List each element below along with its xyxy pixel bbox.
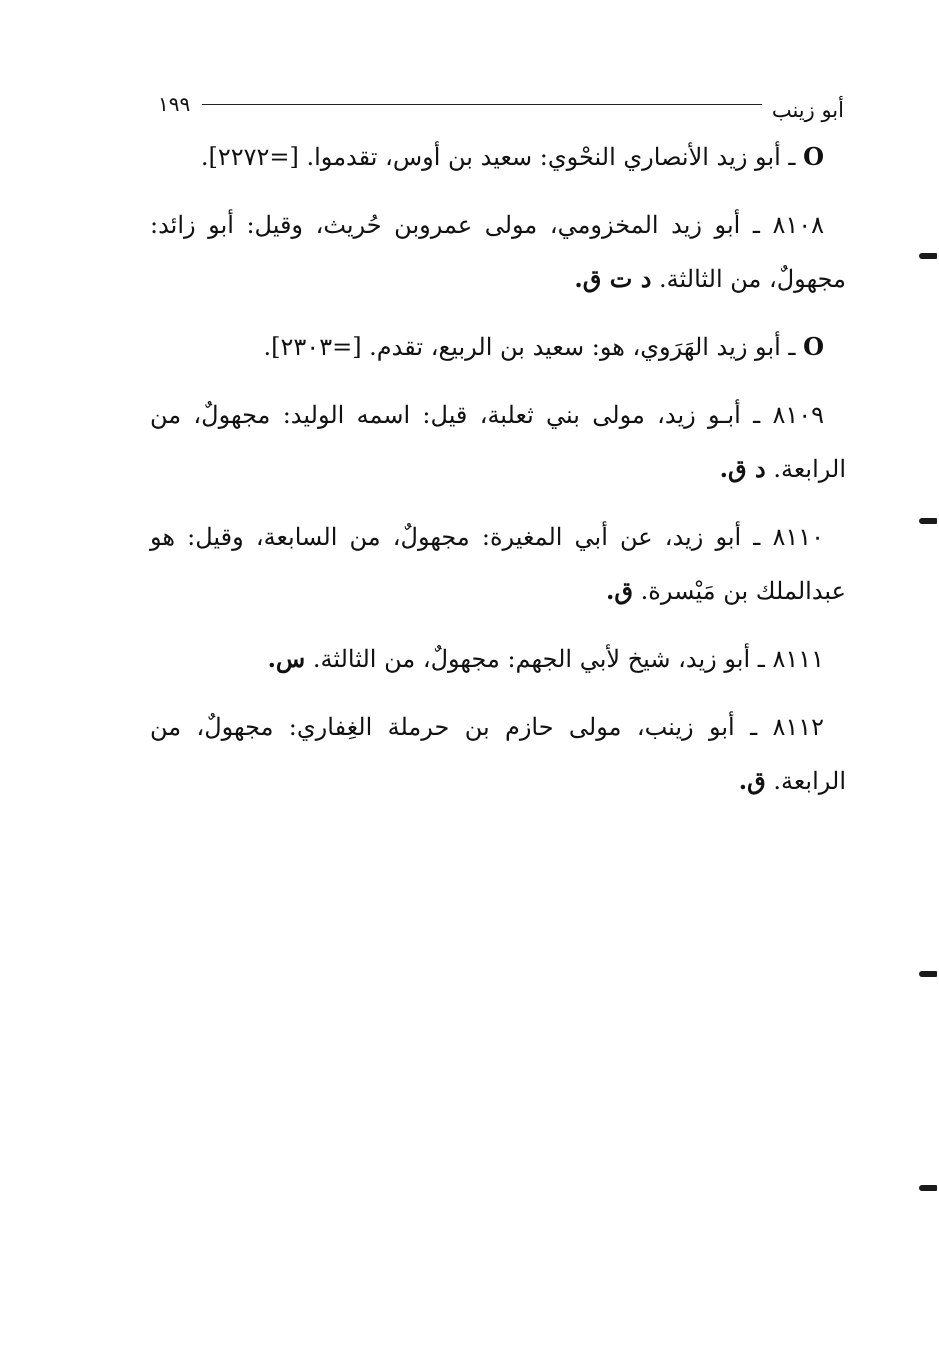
cross-reference-entry xyxy=(150,320,846,374)
entries-list xyxy=(150,130,846,822)
source-symbols: ق. xyxy=(738,766,766,795)
biography-entry xyxy=(150,510,846,618)
entry-text: ٨١٠٩ ـ أبـو زيد، مولى بني ثعلبة، قيل: اسمه الوليد: مجهولٌ، من الرابعة. xyxy=(150,401,846,483)
source-symbols: د ت ق. xyxy=(574,264,652,293)
biography-entry xyxy=(150,198,846,306)
circle-marker-icon: O xyxy=(803,332,824,361)
cross-reference-entry xyxy=(150,130,846,184)
margin-mark xyxy=(919,518,937,524)
page-header xyxy=(150,92,844,126)
circle-marker-icon: O xyxy=(803,142,824,171)
page-number: ١٩٩ xyxy=(158,92,191,116)
source-symbols: د ق. xyxy=(719,454,766,483)
margin-mark xyxy=(919,971,937,977)
margin-mark xyxy=(919,253,937,259)
entry-text: ٨١١٢ ـ أبو زينب، مولى حازم بن حرملة الغِفاري: مجهولٌ، من الرابعة. xyxy=(150,713,846,795)
source-symbols: ق. xyxy=(606,576,633,605)
entry-text: ـ أبو زيد الأنصاري النحْوي: سعيد بن أوس، تقدموا. [=٢٢٧٢]. xyxy=(200,143,796,171)
biography-entry xyxy=(150,388,846,496)
margin-mark xyxy=(919,1185,937,1191)
entry-text: ٨١١٠ ـ أبو زيد، عن أبي المغيرة: مجهولٌ، من السابعة، وقيل: هو عبدالملك بن مَيْسرة. xyxy=(150,523,846,605)
source-symbols: س. xyxy=(267,644,306,673)
biography-entry xyxy=(150,632,846,686)
biography-entry xyxy=(150,700,846,808)
header-rule xyxy=(202,104,762,105)
entry-text: ٨١٠٨ ـ أبو زيد المخزومي، مولى عمروبن حُريث، وقيل: أبو زائد: مجهولٌ، من الثالثة. xyxy=(150,211,846,293)
entry-text: ٨١١١ ـ أبو زيد، شيخ لأبي الجهم: مجهولٌ، من الثالثة. xyxy=(312,645,824,673)
running-title: أبو زينب xyxy=(771,98,844,122)
entry-text: ـ أبو زيد الهَرَوي، هو: سعيد بن الربيع، تقدم. [=٢٣٠٣]. xyxy=(263,333,796,361)
